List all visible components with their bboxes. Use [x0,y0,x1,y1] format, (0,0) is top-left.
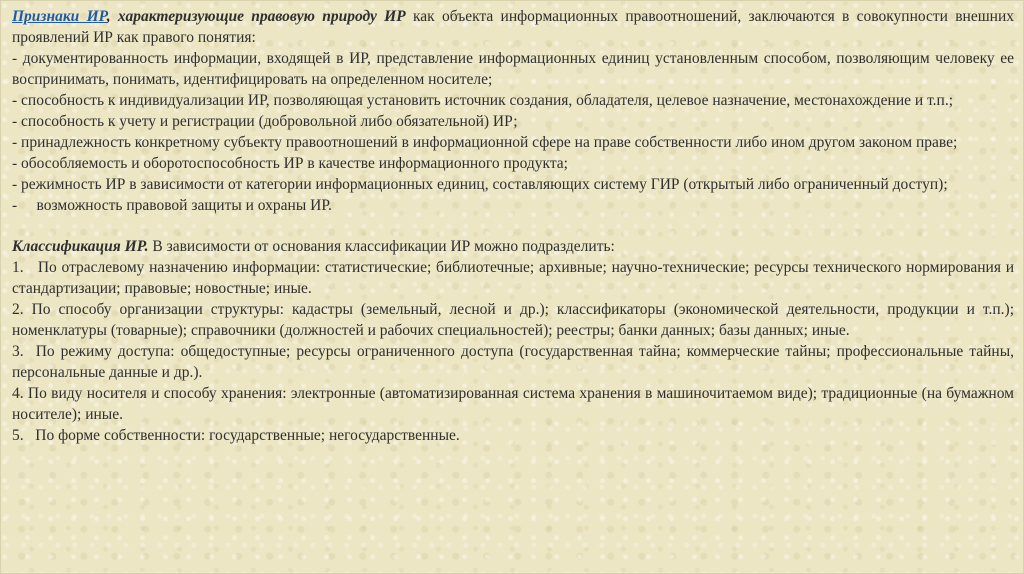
class-item-3: 3. По режиму доступа: общедоступные; ресурсы ограниченного доступа (государственная тайна; коммерческие тайны; профессиональные тайны, персональные данные и др.). [12,343,1018,381]
class-item-2: 2. По способу организации структуры: кадастры (земельный, лесной и др.); классификаторы (экономической деятельности, продукции и т.п.); номенклатуры (товарные); справочники (должностей и рабочих специальностей); реестры; банки данных; базы данных; иные. [12,301,1014,339]
sign-item-7: - возможность правовой защиты и охраны ИР. [12,197,332,214]
sign-item-2: - способность к индивидуализации ИР, позволяющая установить источник создания, обладателя, целевое назначение, местонахождение и т.п.; [12,92,954,109]
sign-item-4: - принадлежность конкретному субъекту правоотношений в информационной сфере на праве собственности либо ином другом законом праве; [12,134,958,151]
intro-rest: как объекта информационных правоотношений, заключаются в совокупности внешних проявлений ИР как правого понятия: [12,8,1014,46]
sign-item-5: - обособляемость и оборотоспособность ИР в качестве информационного продукта; [12,155,568,172]
class-item-4: 4. По виду носителя и способу хранения: электронные (автоматизированная система хранения в машиночитаемом виде); традиционные (на бумажном носителе); иные. [12,385,1014,423]
term-link[interactable]: Признаки ИР [12,8,107,25]
class-item-1: 1. По отраслевому назначению информации: статистические; библиотечные; архивные; научно-технические; ресурсы технического нормирования и стандартизации; правовые; новостные; иные. [12,259,1018,297]
sign-item-3: - способность к учету и регистрации (добровольной либо обязательной) ИР; [12,113,518,130]
sign-item-1: - документированность информации, входящей в ИР, представление информационных единиц установленным способом, позволяющим человеку ее воспринимать, понимать, идентифицировать на определенном носителе; [12,50,1014,88]
classification-heading [12,236,1014,257]
classification-title: Классификация ИР. [12,238,149,255]
section-spacer [12,216,1014,236]
class-item-5: 5. По форме собственности: государственные; негосударственные. [12,427,460,444]
intro-paragraph [12,6,1014,48]
intro-bold-phrase: характеризующие правовую природу ИР [110,8,406,25]
sign-item-6: - режимность ИР в зависимости от категории информационных единиц, составляющих систему ГИР (открытый либо ограниченный доступ); [12,176,948,193]
classification-lead: В зависимости от основания классификации ИР можно подразделить: [148,238,615,255]
intro-comma: , [106,8,111,25]
